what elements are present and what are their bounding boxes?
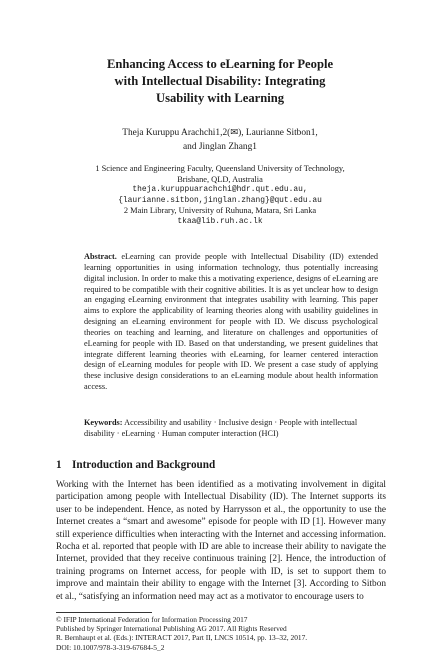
body-paragraph: Working with the Internet has been identified as a motivating involvement in digital participation among people with Intellectual Disability (ID). The Internet supports its user to be independent. Hence, as noted by Harrysson et al., the opportunity to use the Internet creates a “smart and awesome” episode for people with ID [1]. However many still experience difficulties when interacting with the Internet and accessing information. Rocha et al. reported that people with ID are able to increase their ability to navigate the Internet, provided that they receive continuous training [2]. Hence, the introduction of training programs on Internet access, for people with ID, is set to support them to improve and maintain their ability to engage with the Internet [3]. According to Sitbon et al., “satisfying an information need may act as a motivator to encourage users to: [56, 480, 386, 602]
paper-title: [60, 56, 380, 107]
keywords-text: Accessibility and usability · Inclusive design · People with intellectual disability · eLearning · Human computer interaction (HCI): [84, 418, 358, 438]
footer-line-2: Published by Springer International Publishing AG 2017. All Rights Reserved: [56, 624, 287, 634]
affiliations: [60, 164, 380, 228]
title-line-2: with Intellectual Disability: Integrating: [114, 74, 326, 88]
email-3: tkaa@lib.ruh.ac.lk: [177, 216, 263, 226]
keywords-label: Keywords:: [84, 418, 123, 427]
section-number: 1: [56, 459, 62, 471]
keywords: [84, 418, 378, 440]
author-list: [60, 127, 380, 154]
email-2: {laurianne.sitbon,jinglan.zhang}@qut.edu.au: [118, 195, 322, 205]
title-line-1: Enhancing Access to eLearning for People: [106, 57, 334, 71]
footer-line-4: DOI: 10.1007/978-3-319-67684-5_2: [56, 642, 165, 652]
affiliation-1-location: Brisbane, QLD, Australia: [177, 174, 263, 184]
authors-line-2: and Jinglan Zhang1: [183, 141, 257, 152]
title-line-3: Usability with Learning: [155, 91, 285, 105]
abstract: [84, 252, 378, 393]
section-title: Introduction and Background: [72, 459, 216, 471]
footer-rule: [56, 612, 152, 613]
abstract-text: eLearning can provide people with Intellectual Disability (ID) extended learning opportunities in using information technology, thus potentially increasing digital inclusion. In order to make this a motivating experience, designs of eLearning are required to be compatible with their cognitive abilities. It is as yet unclear how to design an engaging eLearning environment that integrates usability with learning. This paper aims to explore the applicability of learning theories along with usability guidelines in designing an eLearning environment for people with ID. We discuss psychological theories on teaching and learning, and literature on challenges and opportunities of eLearning for people with ID. Based on that understanding, we present guidelines that integrate different learning theories with eLearning, for learner centered interaction design of eLearning modules for people with ID. We present a case study of applying these inclusive design considerations to an eLearning module about health information access.: [84, 252, 379, 392]
affiliation-1: 1 Science and Engineering Faculty, Queensland University of Technology,: [95, 164, 345, 173]
copyright-footer: [56, 615, 386, 652]
footer-line-1: © IFIP International Federation for Information Processing 2017: [56, 615, 248, 624]
footer-line-3: R. Bernhaupt et al. (Eds.): INTERACT 2017, Part II, LNCS 10514, pp. 13–32, 2017.: [56, 633, 308, 643]
authors-line-1: Theja Kuruppu Arachchi1,2(✉), Laurianne Sitbon1,: [122, 128, 318, 138]
section-heading: [56, 459, 215, 471]
email-1: theja.kuruppuarachchi@hdr.qut.edu.au,: [132, 185, 308, 195]
abstract-label: Abstract.: [84, 252, 117, 261]
body-text: [56, 479, 386, 603]
affiliation-2: 2 Main Library, University of Ruhuna, Matara, Sri Lanka: [123, 206, 317, 216]
